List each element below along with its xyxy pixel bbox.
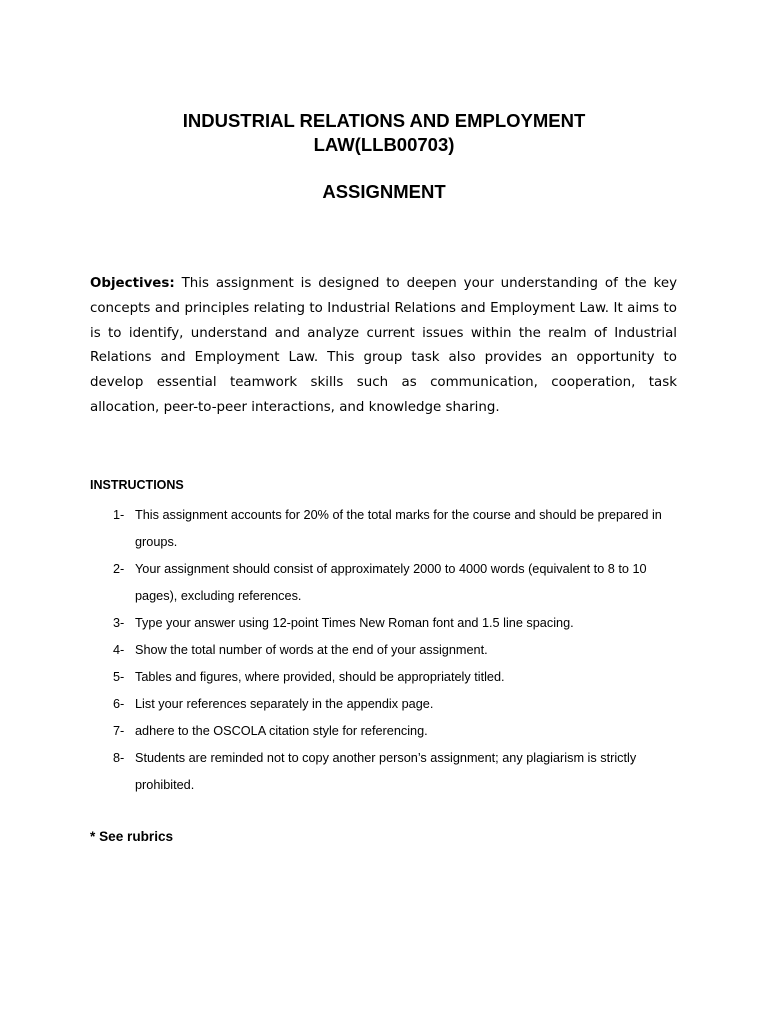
instruction-number: 1- — [113, 508, 125, 522]
title-line-1: INDUSTRIAL RELATIONS AND EMPLOYMENT — [182, 110, 586, 131]
instruction-item — [90, 610, 680, 637]
instruction-number: 4- — [113, 643, 125, 657]
instruction-number: 2- — [113, 562, 125, 576]
document-title — [90, 109, 678, 157]
instruction-text: Students are reminded not to copy another person’s assignment; any plagiarism is strictly prohibited. — [135, 751, 637, 792]
instruction-number: 8- — [113, 751, 125, 765]
instruction-number: 7- — [113, 724, 125, 738]
instructions-list — [90, 502, 680, 799]
instruction-item — [90, 745, 680, 799]
instruction-text: List your references separately in the appendix page. — [135, 697, 434, 711]
instruction-text: Type your answer using 12-point Times New Roman font and 1.5 line spacing. — [135, 616, 574, 630]
objectives-label: Objectives: — [90, 276, 175, 291]
instruction-number: 5- — [113, 670, 125, 684]
document-subtitle: ASSIGNMENT — [322, 181, 446, 202]
instruction-number: 6- — [113, 697, 125, 711]
instruction-text: Show the total number of words at the end of your assignment. — [135, 643, 488, 657]
instruction-text: Tables and figures, where provided, should be appropriately titled. — [135, 670, 505, 684]
instruction-item — [90, 556, 680, 610]
instruction-item — [90, 718, 680, 745]
instruction-item — [90, 502, 680, 556]
instruction-item — [90, 637, 680, 664]
instruction-text: adhere to the OSCOLA citation style for referencing. — [135, 724, 428, 738]
instruction-item — [90, 691, 680, 718]
rubrics-note: * See rubrics — [90, 829, 174, 844]
objectives-text: This assignment is designed to deepen your understanding of the key concepts and principles relating to Industrial Relations and Employment Law. It aims to is to identify, understand and analyze current issues within the realm of Industrial Relations and Employment Law. This group task also provides an opportunity to develop essential teamwork skills such as communication, cooperation, task allocation, peer-to-peer interactions, and knowledge sharing. — [90, 276, 677, 415]
instruction-text: Your assignment should consist of approximately 2000 to 4000 words (equivalent to 8 to 10 pages), excluding references. — [135, 562, 647, 603]
instruction-item — [90, 664, 680, 691]
instruction-number: 3- — [113, 616, 125, 630]
instructions-heading: INSTRUCTIONS — [90, 478, 184, 492]
instruction-text: This assignment accounts for 20% of the total marks for the course and should be prepared in groups. — [135, 508, 662, 549]
objectives-paragraph — [90, 272, 677, 421]
title-line-2: LAW(LLB00703) — [313, 134, 455, 155]
